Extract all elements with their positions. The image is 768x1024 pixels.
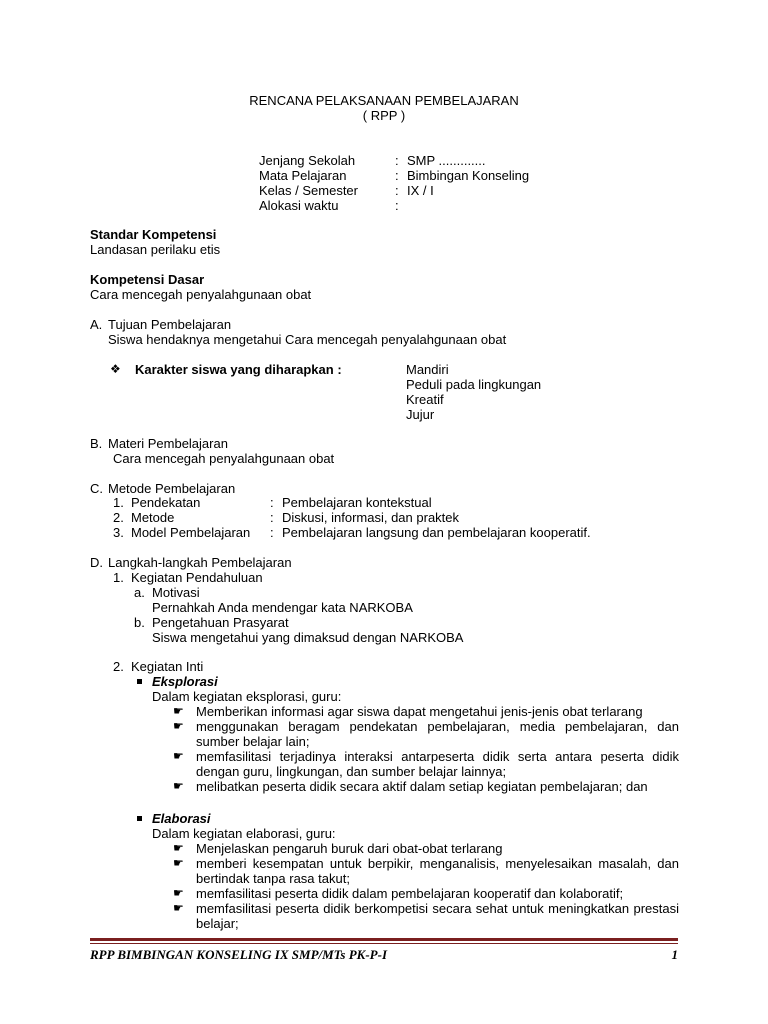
- info-value-kelas: IX / I: [407, 183, 434, 198]
- section-d-title: Langkah-langkah Pembelajaran: [108, 555, 292, 570]
- metode-value: Diskusi, informasi, dan praktek: [282, 510, 460, 525]
- kompetensi-heading: Kompetensi Dasar: [90, 272, 205, 287]
- pendahuluan-item-title: Pengetahuan Prasyarat: [152, 615, 289, 630]
- pointing-hand-icon: ☛: [173, 779, 184, 793]
- karakter-value: Mandiri: [406, 362, 449, 377]
- elaborasi-item: memberi kesempatan untuk berpikir, menganalisis, menyelesaikan masalah, dan bertindak tanpa rasa takut;: [196, 856, 679, 886]
- inti-num: 2.: [113, 659, 124, 674]
- inti-title: Kegiatan Inti: [131, 659, 204, 674]
- section-a-marker: A.: [90, 317, 103, 332]
- section-a-text: Siswa hendaknya mengetahui Cara mencegah penyalahgunaan obat: [108, 332, 507, 347]
- footer-rule-thick: [90, 938, 678, 941]
- eksplorasi-item: Memberikan informasi agar siswa dapat mengetahui jenis-jenis obat terlarang: [196, 704, 643, 719]
- elaborasi-item: memfasilitasi peserta didik dalam pembelajaran kooperatif dan kolaboratif;: [196, 886, 624, 901]
- pendahuluan-title: Kegiatan Pendahuluan: [131, 570, 263, 585]
- karakter-value: Kreatif: [406, 392, 444, 407]
- page-footer: [90, 947, 678, 963]
- pointing-hand-icon: ☛: [173, 749, 184, 763]
- metode-label: Pendekatan: [131, 495, 201, 510]
- section-c-title: Metode Pembelajaran: [108, 481, 236, 496]
- footer-title: RPP BIMBINGAN KONSELING IX SMP/MTs PK-P-I: [90, 947, 388, 962]
- document-subtitle: ( RPP ): [362, 108, 406, 123]
- pointing-hand-icon: ☛: [173, 719, 184, 733]
- info-sep: :: [395, 153, 399, 168]
- elaborasi-intro: Dalam kegiatan elaborasi, guru:: [152, 826, 336, 841]
- eksplorasi-heading: Eksplorasi: [152, 674, 218, 689]
- pointing-hand-icon: ☛: [173, 856, 184, 870]
- footer-rule-thin: [90, 943, 678, 944]
- pointing-hand-icon: ☛: [173, 901, 184, 915]
- eksplorasi-intro: Dalam kegiatan eksplorasi, guru:: [152, 689, 342, 704]
- pendahuluan-item-text: Pernahkah Anda mendengar kata NARKOBA: [152, 600, 413, 615]
- pendahuluan-letter: a.: [134, 585, 145, 600]
- info-sep: :: [395, 183, 399, 198]
- square-bullet-icon: [137, 679, 142, 684]
- square-bullet-icon: [137, 816, 142, 821]
- kompetensi-text: Cara mencegah penyalahgunaan obat: [90, 287, 312, 302]
- page-number: 1: [671, 947, 678, 962]
- metode-sep: :: [270, 495, 274, 510]
- metode-num: 3.: [113, 525, 124, 540]
- info-value-mapel: Bimbingan Konseling: [407, 168, 530, 183]
- document-title: RENCANA PELAKSANAAN PEMBELAJARAN: [249, 93, 519, 108]
- pendahuluan-num: 1.: [113, 570, 124, 585]
- pointing-hand-icon: ☛: [173, 841, 184, 855]
- section-b-title: Materi Pembelajaran: [108, 436, 228, 451]
- eksplorasi-item: memfasilitasi terjadinya interaksi antarpeserta didik serta antara peserta didik dengan guru, lingkungan, dan sumber belajar lainnya;: [196, 749, 679, 779]
- standar-heading: Standar Kompetensi: [90, 227, 217, 242]
- metode-value: Pembelajaran kontekstual: [282, 495, 432, 510]
- metode-num: 2.: [113, 510, 124, 525]
- metode-sep: :: [270, 525, 274, 540]
- metode-sep: :: [270, 510, 274, 525]
- standar-text: Landasan perilaku etis: [90, 242, 221, 257]
- karakter-label: Karakter siswa yang diharapkan :: [135, 362, 342, 377]
- eksplorasi-item: menggunakan beragam pendekatan pembelajaran, media pembelajaran, dan sumber belajar lain;: [196, 719, 679, 749]
- pendahuluan-item-title: Motivasi: [152, 585, 200, 600]
- elaborasi-item: memfasilitasi peserta didik berkompetisi secara sehat untuk meningkatkan prestasi belajar;: [196, 901, 679, 931]
- section-d-marker: D.: [90, 555, 103, 570]
- diamond-bullet-icon: ❖: [110, 362, 121, 376]
- pendahuluan-letter: b.: [134, 615, 145, 630]
- elaborasi-heading: Elaborasi: [152, 811, 211, 826]
- karakter-value: Jujur: [406, 407, 435, 422]
- metode-label: Metode: [131, 510, 175, 525]
- section-b-text: Cara mencegah penyalahgunaan obat: [113, 451, 335, 466]
- section-a-title: Tujuan Pembelajaran: [108, 317, 232, 332]
- info-label-jenjang: Jenjang Sekolah: [259, 153, 356, 168]
- eksplorasi-item: melibatkan peserta didik secara aktif dalam setiap kegiatan pembelajaran; dan: [196, 779, 648, 794]
- metode-num: 1.: [113, 495, 124, 510]
- pointing-hand-icon: ☛: [173, 704, 184, 718]
- info-sep: :: [395, 198, 399, 213]
- pendahuluan-item-text: Siswa mengetahui yang dimaksud dengan NARKOBA: [152, 630, 464, 645]
- info-label-alokasi: Alokasi waktu: [259, 198, 339, 213]
- section-b-marker: B.: [90, 436, 103, 451]
- metode-value: Pembelajaran langsung dan pembelajaran kooperatif.: [282, 525, 591, 540]
- elaborasi-item: Menjelaskan pengaruh buruk dari obat-obat terlarang: [196, 841, 503, 856]
- section-c-marker: C.: [90, 481, 103, 496]
- info-sep: :: [395, 168, 399, 183]
- info-label-kelas: Kelas / Semester: [259, 183, 358, 198]
- metode-label: Model Pembelajaran: [131, 525, 251, 540]
- karakter-value: Peduli pada lingkungan: [406, 377, 542, 392]
- info-value-jenjang: SMP .............: [407, 153, 486, 168]
- info-label-mapel: Mata Pelajaran: [259, 168, 347, 183]
- pointing-hand-icon: ☛: [173, 886, 184, 900]
